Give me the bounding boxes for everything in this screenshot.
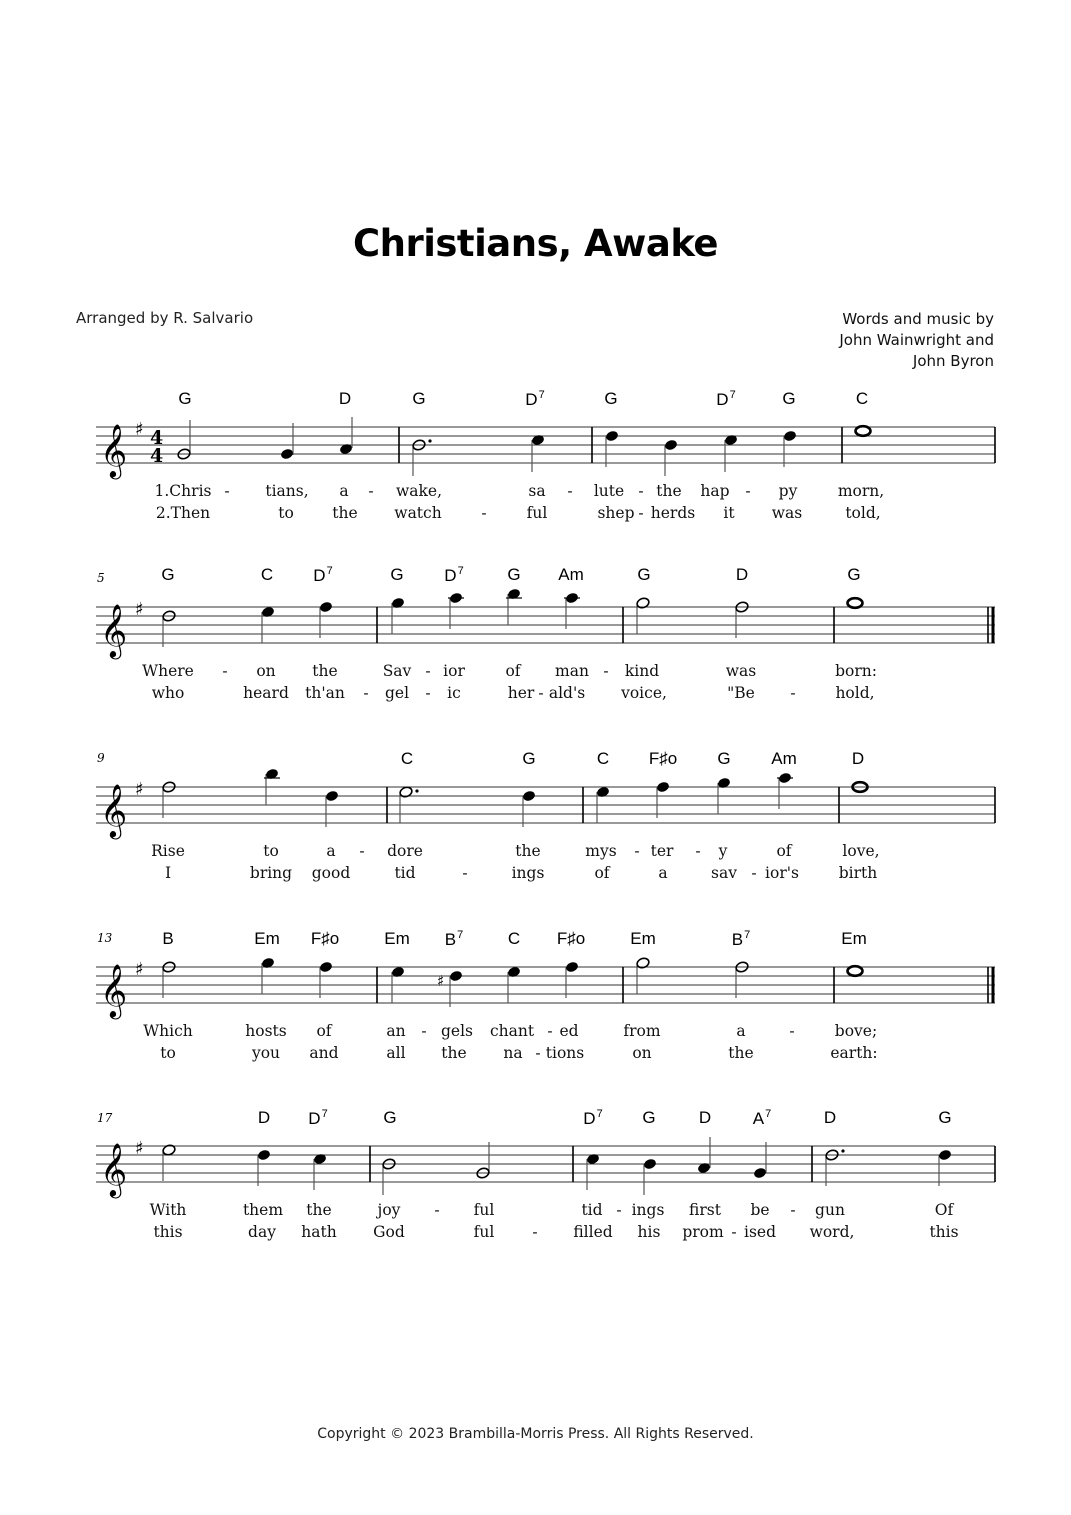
lyric-hyphen: - [434,1201,440,1219]
song-title: Christians, Awake [352,222,719,265]
lyric-syllable: joy [377,1201,401,1219]
lyric-hyphen: - [638,482,644,500]
composer-credit [839,309,994,372]
lyric-syllable: ised [743,1223,777,1241]
lyric-syllable: ter [650,842,674,860]
svg-text:4: 4 [150,427,164,449]
lyric-syllable: Where [142,662,194,680]
lyric-syllable: py [778,482,798,500]
chord-symbol: G [178,389,192,408]
lyric-syllable: it [723,504,735,522]
lyric-syllable: be [750,1201,770,1219]
chord-symbol: C [855,389,869,408]
lyric-syllable: With [149,1201,187,1219]
lyric-syllable: ful [526,504,548,522]
lyric-syllable: herds [650,504,696,522]
lyric-hyphen: - [547,1022,553,1040]
lyric-syllable: birth [838,864,878,882]
lyric-hyphen: - [616,1201,622,1219]
lyric-syllable: of [505,662,521,680]
lyric-syllable: "Be [727,684,755,702]
lyric-syllable: ior [443,662,465,680]
lyric-syllable: of [776,842,792,860]
lyric-syllable: them [242,1201,284,1219]
treble-clef-icon: 𝄞 [100,423,128,477]
chord-symbol: G [507,565,521,584]
chord-symbol: Em [630,929,656,948]
lyric-syllable: ic [447,684,461,702]
lyric-syllable: wake, [395,482,443,500]
lyric-syllable: an [386,1022,406,1040]
chord-symbol: $D^7$ [313,565,333,585]
measure-number: 9 [97,751,105,765]
lyric-syllable: na [503,1044,523,1062]
lyric-syllable: 1.Chris [154,482,212,500]
lyric-syllable: chant [489,1022,535,1040]
svg-text:♯: ♯ [135,779,144,800]
lyric-syllable: on [256,662,276,680]
lyric-syllable: on [632,1044,652,1062]
chord-symbol: C [260,565,274,584]
lyric-syllable: sav [711,864,737,882]
chord-symbol: $B^7$ [444,929,464,949]
lyric-syllable: gel [384,684,410,702]
chord-symbol: F♯o [556,929,586,948]
lyric-syllable: first [689,1201,721,1219]
lyric-syllable: tid [581,1201,603,1219]
lyric-syllable: Of [934,1201,954,1219]
lyric-syllable: from [623,1022,661,1040]
chord-symbol: B [162,929,174,948]
lyric-hyphen: - [790,1201,796,1219]
chord-symbol: Em [384,929,410,948]
chord-symbol: Em [254,929,280,948]
chord-symbol: Am [558,565,584,584]
lyric-syllable: hath [301,1223,337,1241]
lyric-syllable: the [728,1044,754,1062]
chord-symbol: G [782,389,796,408]
staff-system-5 [0,1100,1071,1250]
lyric-syllable: this [153,1223,183,1241]
lyric-hyphen: - [532,1223,538,1241]
treble-clef-icon: 𝄞 [100,783,128,837]
lyric-hyphen: - [224,482,230,500]
chord-symbol: $D^7$ [525,389,545,409]
chord-symbol: Em [841,929,867,948]
svg-text:4: 4 [150,445,164,467]
staff-system-3 [0,740,1071,890]
lyric-syllable: told, [845,504,881,522]
chord-symbol: G [637,565,651,584]
chord-symbol: G [412,389,426,408]
lyric-hyphen: - [695,842,701,860]
lyric-syllable: shep [597,504,635,522]
svg-text:♯: ♯ [135,959,144,980]
lyric-hyphen: - [481,504,487,522]
lyric-syllable: day [248,1223,276,1241]
lyric-syllable: y [718,842,728,860]
credit-line: John Wainwright and [839,331,994,349]
lyric-syllable: Which [143,1022,193,1040]
measure-number: 5 [97,571,105,585]
lyric-hyphen: - [538,684,544,702]
chord-symbol: $D^7$ [583,1108,603,1128]
lyric-syllable: dore [387,842,423,860]
svg-text:♯: ♯ [135,419,144,440]
lyric-syllable: a [339,482,349,500]
chord-symbol: F♯o [310,929,340,948]
chord-symbol: D [698,1108,712,1127]
lyric-hyphen: - [359,842,365,860]
chord-symbol: $D^7$ [716,389,736,409]
lyric-syllable: hosts [245,1022,287,1040]
chord-symbol: G [604,389,618,408]
lyric-syllable: good [311,864,351,882]
lyric-syllable: a [326,842,336,860]
lyric-syllable: to [278,504,294,522]
lyric-syllable: the [332,504,358,522]
lyric-syllable: God [373,1223,405,1241]
chord-symbol: C [596,749,610,768]
lyric-syllable: ings [511,864,545,882]
lyric-syllable: all [386,1044,406,1062]
lyric-syllable: the [441,1044,467,1062]
lyric-syllable: to [263,842,279,860]
lyric-hyphen: - [634,842,640,860]
lyric-syllable: word, [809,1223,855,1241]
chord-symbol: $D^7$ [444,565,464,585]
lyric-syllable: bove; [834,1022,878,1040]
svg-text:♯: ♯ [135,599,144,620]
chord-symbol: D [338,389,352,408]
lyric-syllable: gels [440,1022,474,1040]
lyric-hyphen: - [731,1223,737,1241]
lyric-syllable: the [656,482,682,500]
chord-symbol: G [383,1108,397,1127]
lyric-hyphen: - [790,684,796,702]
lyric-syllable: her [507,684,535,702]
lyric-hyphen: - [368,482,374,500]
lyric-syllable: I [164,864,172,882]
staff-system-4 [0,920,1071,1070]
lyric-syllable: of [316,1022,332,1040]
sharp-accidental-icon: ♯ [437,972,445,990]
lyric-syllable: mys [585,842,617,860]
chord-symbol: G [161,565,175,584]
lyric-hyphen: - [745,482,751,500]
chord-symbol: F♯o [648,749,678,768]
lyric-syllable: sa [528,482,546,500]
lyric-syllable: ior's [765,864,799,882]
lyric-hyphen: - [789,1022,795,1040]
lyric-syllable: voice, [621,684,667,702]
lyric-syllable: watch [394,504,442,522]
chord-symbol: G [642,1108,656,1127]
lyric-syllable: hold, [835,684,875,702]
lyric-syllable: filled [573,1223,613,1241]
chord-symbol: Am [771,749,797,768]
lyric-hyphen: - [535,1044,541,1062]
lyric-syllable: the [306,1201,332,1219]
lyric-syllable: and [309,1044,339,1062]
lyric-hyphen: - [751,864,757,882]
lyric-hyphen: - [421,1022,427,1040]
lyric-syllable: the [312,662,338,680]
lyric-syllable: was [771,504,803,522]
lyric-syllable: earth: [830,1044,878,1062]
lyric-syllable: man [555,662,589,680]
lyric-syllable: lute [593,482,625,500]
credit-line: Words and music by [842,310,994,328]
lyric-hyphen: - [222,662,228,680]
lyric-syllable: to [160,1044,176,1062]
lyric-syllable: the [515,842,541,860]
lyric-syllable: Sav [382,662,412,680]
lyric-hyphen: - [567,482,573,500]
chord-symbol: G [390,565,404,584]
staff-system-1 [0,380,1071,530]
lyric-syllable: prom [682,1223,724,1241]
lyric-syllable: a [658,864,668,882]
chord-symbol: $B^7$ [731,929,751,949]
chord-symbol: D [851,749,865,768]
lyric-syllable: tid [394,864,416,882]
lyric-hyphen: - [462,864,468,882]
lyric-syllable: hap [700,482,730,500]
chord-symbol: D [257,1108,271,1127]
lyric-syllable: gun [815,1201,845,1219]
lyric-syllable: kind [624,662,660,680]
lyric-syllable: you [251,1044,281,1062]
lyric-hyphen: - [425,662,431,680]
lyric-syllable: heard [243,684,289,702]
copyright-notice: Copyright © 2023 Brambilla-Morris Press. All Rights Reserved. [317,1426,754,1442]
lyric-syllable: ful [473,1223,495,1241]
chord-symbol: D [735,565,749,584]
lyric-syllable: Rise [151,842,185,860]
lyric-syllable: this [929,1223,959,1241]
lyric-hyphen: - [603,662,609,680]
chord-symbol: G [938,1108,952,1127]
lyric-syllable: tians, [265,482,309,500]
chord-symbol: $D^7$ [308,1108,328,1128]
lyric-hyphen: - [425,684,431,702]
chord-symbol: C [507,929,521,948]
chord-symbol: G [717,749,731,768]
lyric-syllable: a [736,1022,746,1040]
credit-line: John Byron [912,352,994,370]
lyric-syllable: love, [842,842,880,860]
chord-symbol: G [847,565,861,584]
measure-number: 13 [97,931,113,945]
chord-symbol: G [522,749,536,768]
chord-symbol: C [400,749,414,768]
staff-system-2 [0,555,1071,715]
lyric-syllable: 2.Then [155,504,211,522]
chord-symbol: $A^7$ [752,1108,772,1128]
treble-clef-icon: 𝄞 [100,963,128,1017]
lyric-syllable: morn, [837,482,885,500]
lyric-hyphen: - [363,684,369,702]
treble-clef-icon: 𝄞 [100,603,128,657]
lyric-syllable: tions [545,1044,585,1062]
lyric-hyphen: - [638,504,644,522]
lyric-syllable: ings [631,1201,665,1219]
lyric-syllable: ed [559,1022,579,1040]
lyric-syllable: was [725,662,757,680]
lyric-syllable: th'an [305,684,345,702]
lyric-syllable: who [151,684,185,702]
measure-number: 17 [97,1111,113,1125]
lyric-syllable: ald's [548,684,586,702]
lyric-syllable: born: [835,662,877,680]
lyric-syllable: his [637,1223,661,1241]
arranger-credit: Arranged by R. Salvario [76,309,254,327]
treble-clef-icon: 𝄞 [100,1142,128,1196]
lyric-syllable: of [594,864,610,882]
svg-text:♯: ♯ [135,1138,144,1159]
chord-symbol: D [823,1108,837,1127]
lyric-syllable: ful [473,1201,495,1219]
lyric-syllable: bring [249,864,293,882]
